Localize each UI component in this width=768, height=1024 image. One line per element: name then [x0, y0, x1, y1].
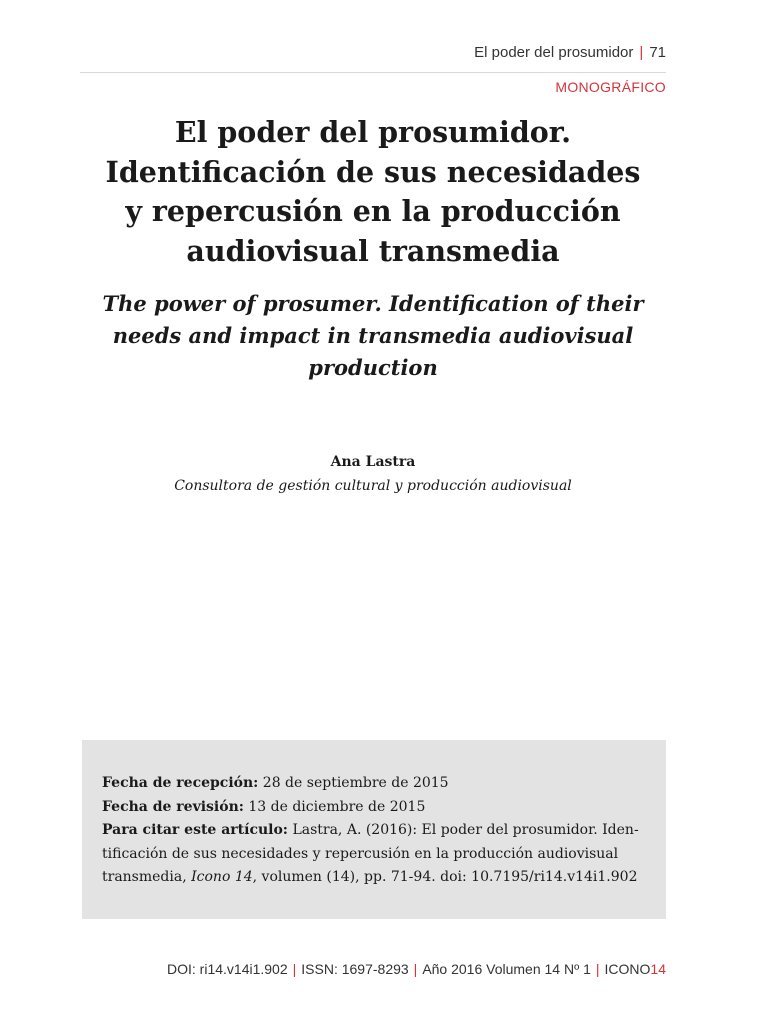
header-rule: [80, 72, 666, 73]
section-label: MONOGRÁFICO: [555, 79, 666, 95]
cite-pre: transmedia,: [102, 869, 187, 885]
citation-line-1: [102, 819, 646, 843]
cite-label: Para citar este artículo:: [102, 822, 288, 838]
citation-line-2: tificación de sus necesidades y repercusión en la producción audiovisual: [102, 845, 619, 862]
title-es-line-2: Identificación de sus necesidades: [105, 154, 641, 189]
cite-journal: Icono 14: [191, 869, 253, 885]
title-es-line-3: y repercusión en la producción: [125, 194, 621, 228]
footer-journal-prefix: ICONO: [604, 961, 651, 977]
revised-value: 13 de diciembre de 2015: [248, 798, 426, 815]
running-header: [474, 44, 666, 61]
footer-issn: ISSN: 1697-8293: [301, 961, 409, 977]
footer-separator-3: |: [595, 961, 600, 977]
title-english: [90, 288, 656, 384]
running-title: El poder del prosumidor: [474, 44, 634, 61]
footer-journal-number: 14: [650, 961, 666, 977]
received-value: 28 de septiembre de 2015: [262, 775, 449, 791]
title-es-line-1: El poder del prosumidor.: [174, 115, 572, 149]
received-date: [102, 772, 646, 796]
article-info-box: [82, 740, 666, 919]
footer-doi: DOI: ri14.v14i1.902: [167, 961, 288, 977]
title-es-line-4: audiovisual transmedia: [186, 233, 560, 268]
author-name: Ana Lastra: [330, 454, 416, 470]
citation-line-3: [102, 866, 646, 890]
cite-text-1: Lastra, A. (2016): El poder del prosumidor. Iden-: [292, 822, 639, 838]
header-separator: |: [639, 44, 644, 61]
footer-separator-1: |: [292, 961, 297, 977]
title-en-line-3: production: [308, 355, 438, 380]
footer-separator-2: |: [413, 961, 418, 977]
revised-date: [102, 796, 646, 820]
title-spanish: [80, 113, 666, 271]
footer-year-volume: Año 2016 Volumen 14 Nº 1: [422, 961, 591, 977]
author-affiliation: Consultora de gestión cultural y producción audiovisual: [174, 478, 572, 494]
page-footer: [167, 961, 666, 977]
title-en-line-1: The power of prosumer. Identification of their: [102, 291, 644, 316]
title-en-line-2: needs and impact in transmedia audiovisual: [112, 323, 634, 348]
revised-label: Fecha de revisión:: [102, 798, 244, 815]
received-label: Fecha de recepción:: [102, 775, 259, 791]
cite-post: , volumen (14), pp. 71-94. doi: 10.7195/ri14.v14i1.902: [252, 869, 638, 885]
page-number: 71: [649, 44, 666, 61]
